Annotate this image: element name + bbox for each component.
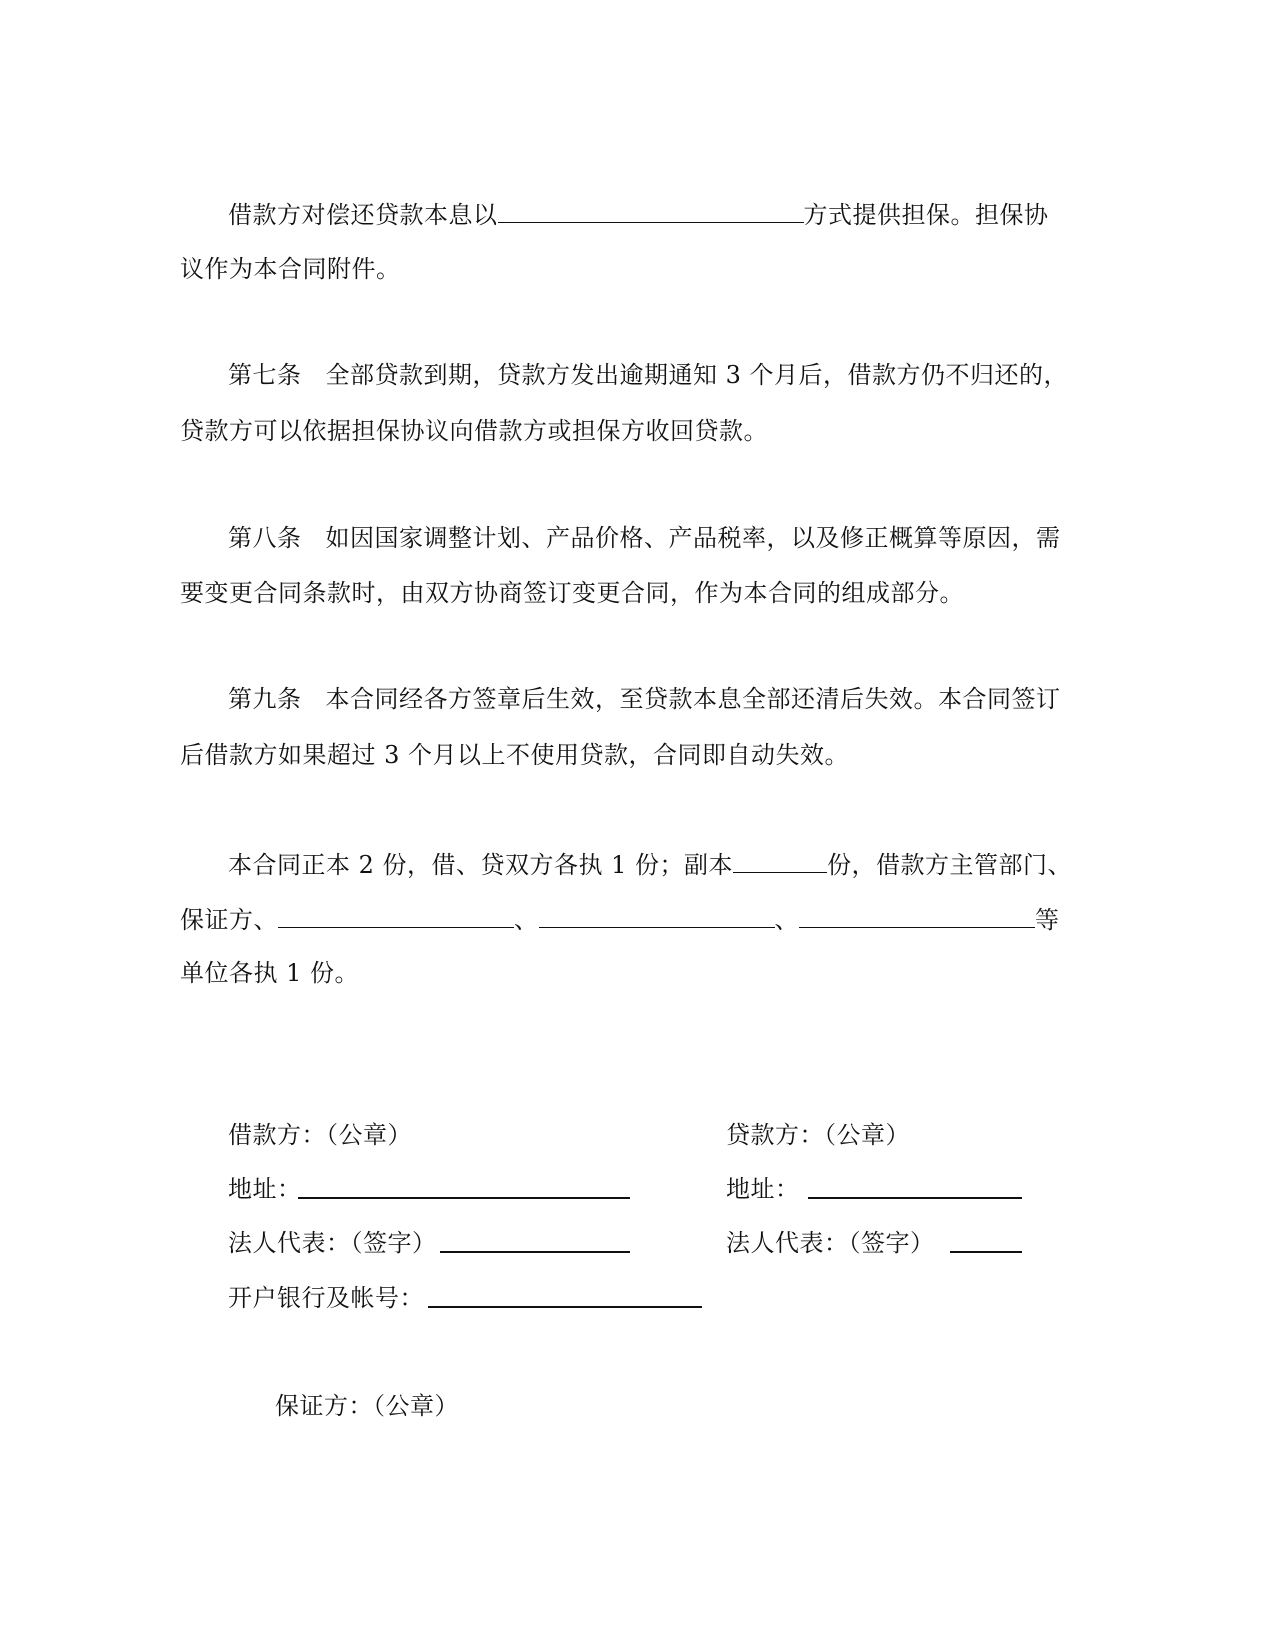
copies-line-2 xyxy=(180,903,1060,935)
guarantee-text-post: 方式提供担保。担保协 xyxy=(803,201,1049,229)
copies-text-post: 份，借款方主管部门、 xyxy=(827,851,1073,879)
borrower-address-field[interactable] xyxy=(298,1197,630,1199)
article-7-heading: 第七条 xyxy=(228,361,302,389)
lender-seal-label: 贷款方：（公章） xyxy=(726,1121,910,1149)
lender-legal-rep-label: 法人代表：（签字） xyxy=(726,1229,935,1257)
copies-unit-blank-1[interactable] xyxy=(278,903,514,928)
article-7-line-2: 贷款方可以依据担保协议向借款方或担保方收回贷款。 xyxy=(180,417,768,445)
lender-legal-rep-field[interactable] xyxy=(950,1251,1022,1253)
article-8-text: 如因国家调整计划、产品价格、产品税率，以及修正概算等原因，需 xyxy=(325,524,1061,552)
borrower-seal-label: 借款方：（公章） xyxy=(228,1121,412,1149)
copies-separator-2: 、 xyxy=(774,906,799,934)
lender-address-label: 地址： xyxy=(726,1175,800,1203)
article-9-heading: 第九条 xyxy=(228,685,302,713)
lender-address-field[interactable] xyxy=(808,1197,1022,1199)
article-8-line-2: 要变更合同条款时，由双方协商签订变更合同，作为本合同的组成部分。 xyxy=(180,579,964,607)
copies-unit-blank-3[interactable] xyxy=(799,903,1035,928)
article-8-line-1 xyxy=(228,523,1061,553)
guarantee-line-1 xyxy=(228,198,1049,230)
article-9-text: 本合同经各方签章后生效，至贷款本息全部还清后失效。本合同签订 xyxy=(325,685,1061,713)
guarantor-seal-label: 保证方：（公章） xyxy=(275,1392,459,1420)
borrower-legal-rep-field[interactable] xyxy=(440,1251,630,1253)
guarantee-text-pre: 借款方对偿还贷款本息以 xyxy=(228,201,498,229)
copies-line-3: 单位各执 1 份。 xyxy=(180,959,360,987)
article-9-line-2: 后借款方如果超过 3 个月以上不使用贷款，合同即自动失效。 xyxy=(180,741,850,769)
copies-text-etc: 等 xyxy=(1035,906,1060,934)
copies-line-1 xyxy=(228,848,1072,880)
borrower-bank-label: 开户银行及帐号： xyxy=(228,1284,424,1312)
borrower-legal-rep-label: 法人代表：（签字） xyxy=(228,1229,437,1257)
guarantee-method-blank[interactable] xyxy=(498,198,804,223)
article-7-line-1 xyxy=(228,360,1068,390)
copies-guarantor-label: 保证方、 xyxy=(180,906,278,934)
guarantee-line-2: 议作为本合同附件。 xyxy=(180,255,401,283)
borrower-address-label: 地址： xyxy=(228,1175,302,1203)
copies-separator-1: 、 xyxy=(514,906,539,934)
borrower-bank-field[interactable] xyxy=(428,1306,702,1308)
article-7-text: 全部贷款到期，贷款方发出逾期通知 3 个月后，借款方仍不归还的， xyxy=(325,361,1069,389)
copies-count-blank[interactable] xyxy=(733,848,827,873)
article-9-line-1 xyxy=(228,684,1061,714)
copies-unit-blank-2[interactable] xyxy=(539,903,775,928)
article-8-heading: 第八条 xyxy=(228,524,302,552)
copies-text-pre: 本合同正本 2 份，借、贷双方各执 1 份；副本 xyxy=(228,851,734,879)
